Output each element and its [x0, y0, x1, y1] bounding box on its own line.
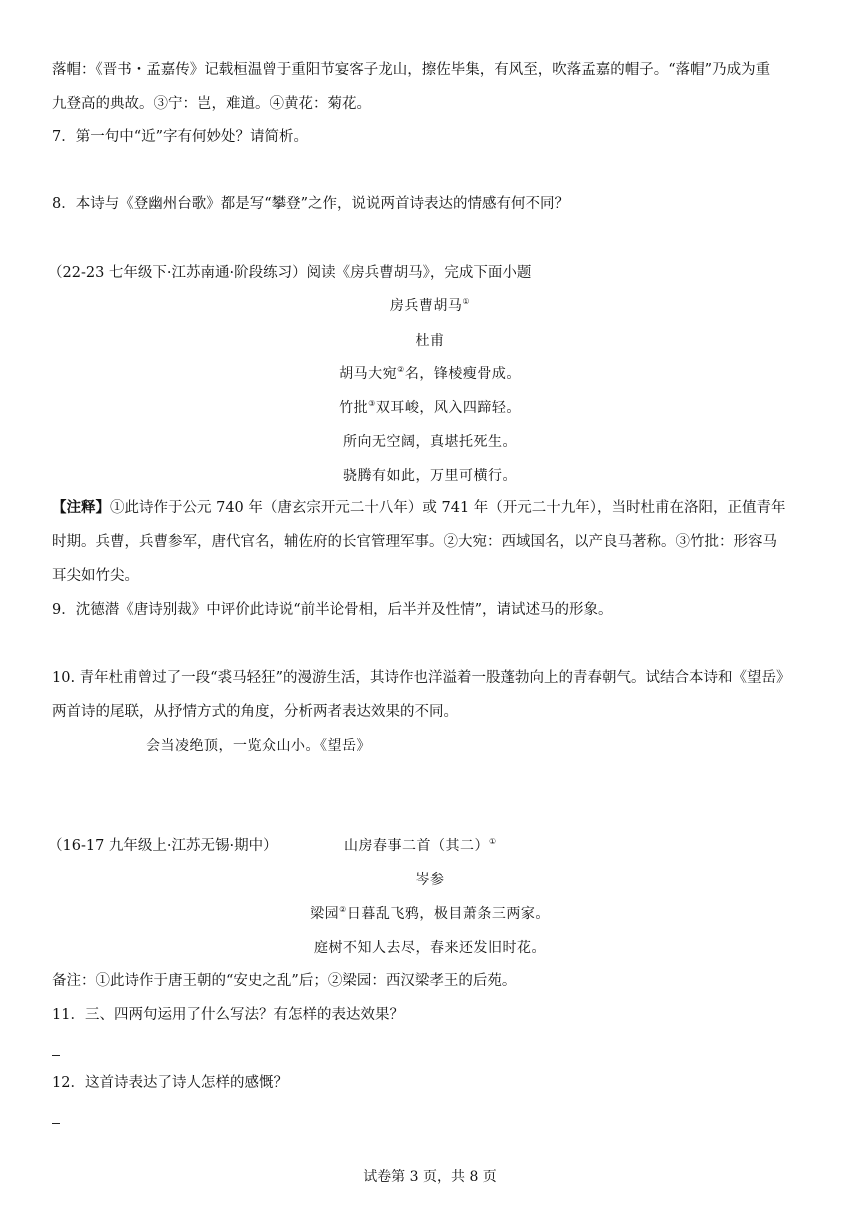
- section3-source: （16-17 九年级上·江苏无锡·期中）: [48, 838, 278, 854]
- intro-note-line-2: 九登高的典故。③宁：岂，难道。④黄花：菊花。: [52, 96, 371, 112]
- question-9: 9．沈德潜《唐诗别裁》中评价此诗说“前半论骨相，后半并及性情”，请试述马的形象。: [52, 602, 613, 618]
- question-7: 7．第一句中“近”字有何妙处？请简析。: [52, 129, 309, 145]
- intro-note-line-1: 落帽：《晋书・孟嘉传》记载桓温曾于重阳节宴客子龙山，擦佐毕集，有风至，吹落孟嘉的帽子。“落帽”乃成为重: [52, 62, 771, 78]
- poem2-line-2: 庭树不知人去尽，春来还发旧时花。: [314, 940, 546, 956]
- question-10-line-2: 两首诗的尾联，从抒情方式的角度，分析两者表达效果的不同。: [52, 704, 458, 720]
- poem-line-4: 骁腾有如此，万里可横行。: [343, 468, 517, 484]
- poem-title: 房兵曹胡马①: [389, 297, 471, 314]
- poem2-remark: 备注：①此诗作于唐王朝的“安史之乱”后；②梁园：西汉梁孝王的后苑。: [52, 973, 517, 989]
- poem2-title: 山房春事二首（其二）①: [344, 837, 497, 854]
- question-12: 12．这首诗表达了诗人怎样的感慨？: [52, 1075, 288, 1091]
- poem-line-2: 竹批③双耳峻，风入四蹄轻。: [339, 399, 521, 416]
- annotation-line-2: 时期。兵曹，兵曹参军，唐代官名，辅佐府的长官管理军事。②大宛：西域国名，以产良马著称。③竹批：形容马: [52, 534, 777, 550]
- question-11: 11．三、四两句运用了什么写法？有怎样的表达效果？: [52, 1007, 404, 1023]
- page-footer: 试卷第 3 页，共 8 页: [363, 1169, 497, 1185]
- question-10-line-1: 10. 青年杜甫曾过了一段“裘马轻狂”的漫游生活，其诗作也洋溢着一股蓬勃向上的青春朝气。试结合本诗和《望岳》: [52, 670, 791, 686]
- annotation-line-3: 耳尖如竹尖。: [52, 568, 139, 584]
- poem-line-3: 所向无空阔，真堪托死生。: [343, 434, 517, 450]
- wangyue-quote: 会当凌绝顶，一览众山小。《望岳》: [146, 738, 371, 754]
- annotation-line-1: 【注释】①此诗作于公元 740 年（唐玄宗开元二十八年）或 741 年（开元二十九年），当时杜甫在洛阳，正值青年: [52, 499, 786, 516]
- question-8: 8．本诗与《登幽州台歌》都是写“攀登”之作，说说两首诗表达的情感有何不同？: [52, 196, 570, 212]
- poem-author: 杜甫: [415, 333, 445, 349]
- answer-blank-12[interactable]: [52, 1123, 60, 1124]
- poem-line-1: 胡马大宛②名，锋棱瘦骨成。: [339, 365, 521, 382]
- poem2-line-1: 梁园②日暮乱飞鸦，极目萧条三两家。: [310, 905, 550, 922]
- poem2-author: 岑参: [415, 872, 445, 888]
- answer-blank-11[interactable]: [52, 1055, 60, 1056]
- section2-source: （22-23 七年级下·江苏南通·阶段练习）阅读《房兵曹胡马》，完成下面小题: [48, 265, 532, 281]
